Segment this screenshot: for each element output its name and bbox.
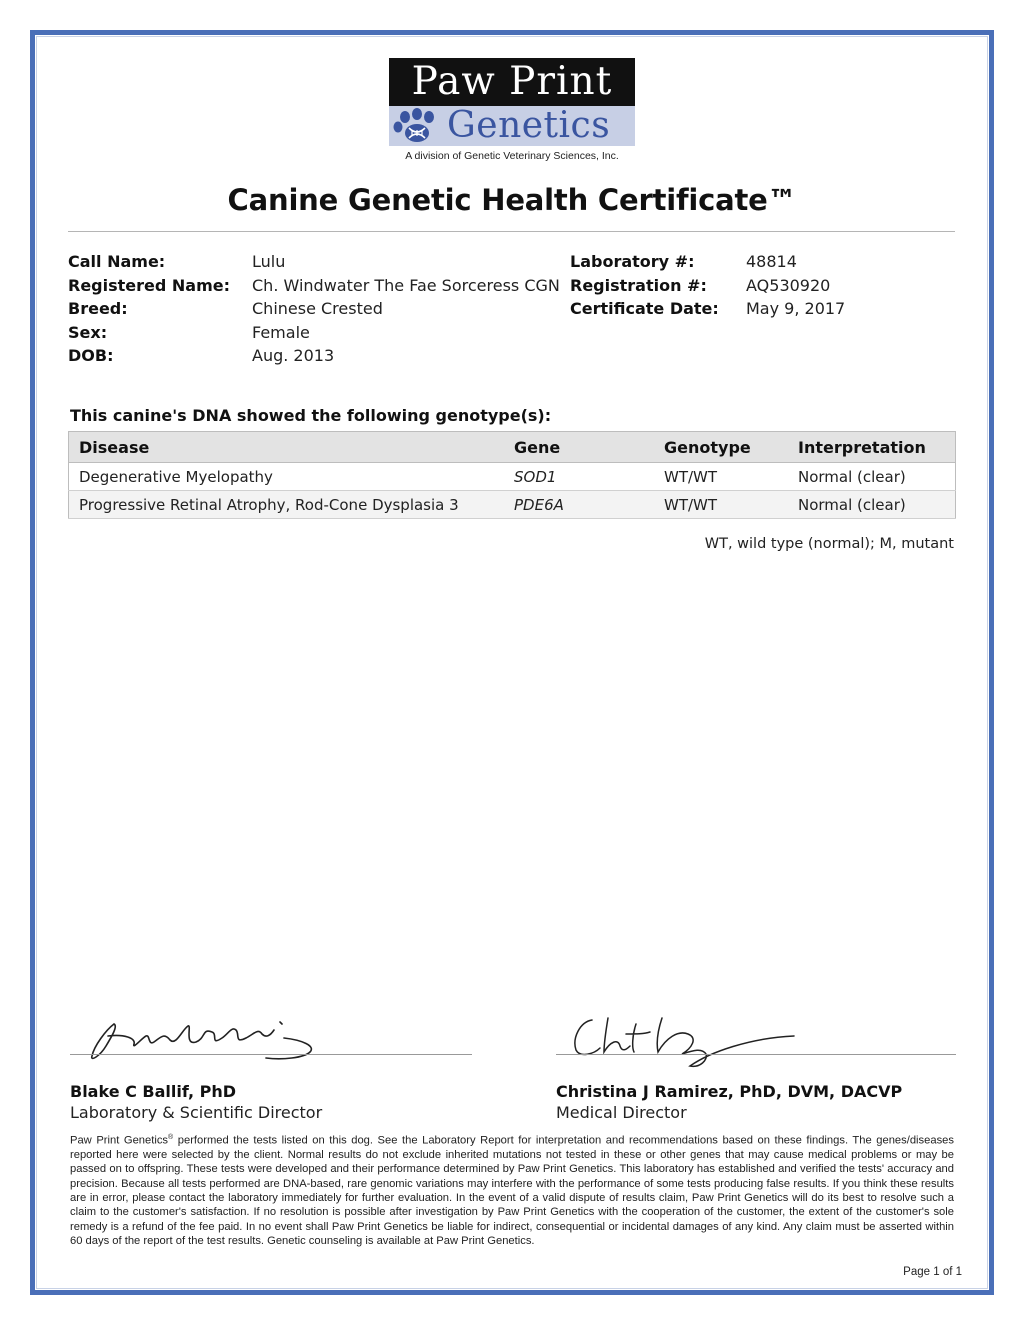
lab-info-values [746, 250, 845, 321]
certificate-date-label: Certificate Date: [570, 299, 719, 318]
call-name-label: Call Name: [68, 252, 166, 271]
disclaimer-text: performed the tests listed on this dog. See the Laboratory Report for interpretation and recommendations based on these findings. The genes/diseases reported here were selected by the client. Normal results do not exclude inherited mutations not tested in these or other genes that may cause medical problems or may be passed on to offspring. These tests were developed and their performance determined by Paw Print Genetics. This laboratory has established and verified the tests' accuracy and precision. Because all tests performed are DNA-based, rare genomic variations may interfere with the performance of some tests producing false results. If you think these results are in error, please contact the laboratory immediately for further evaluation. In the event of a valid dispute of results claim, Paw Print Genetics will do its best to resolve such a claim to the customer's satisfaction. If no resolution is possible after investigation by Paw Print Genetics with the cooperation of the customer, the extent of the customer's sole remedy is a refund of the fee paid. In no event shall Paw Print Genetics be liable for indirect, consequential or incidental damages of any kind. Any claim must be asserted within 60 days of the report of the test results. Genetic counseling is available at Paw Print Genetics. [70, 1134, 954, 1247]
lab-info-labels [570, 250, 719, 321]
sex-label: Sex: [68, 322, 108, 342]
disease-cell: Degenerative Myelopathy [69, 463, 505, 491]
registration-label: Registration #: [570, 275, 707, 295]
disclaimer-brand: Paw Print Genetics [70, 1134, 169, 1147]
laboratory-label: Laboratory #: [570, 252, 695, 271]
genotype-heading: This canine's DNA showed the following genotype(s): [70, 406, 552, 425]
laboratory-value: 48814 [746, 252, 797, 271]
dog-info-values [252, 250, 560, 368]
sex-value: Female [252, 322, 310, 342]
signer-name-right: Christina J Ramirez, PhD, DVM, DACVP [556, 1082, 903, 1101]
interpretation-cell: Normal (clear) [788, 463, 956, 491]
signer-title-left: Laboratory & Scientific Director [70, 1103, 323, 1122]
genotype-legend-note: WT, wild type (normal); M, mutant [704, 536, 954, 552]
signature-line-right [556, 1054, 956, 1055]
dob-label: DOB: [68, 346, 114, 365]
signer-name-left: Blake C Ballif, PhD [70, 1082, 236, 1101]
registration-value: AQ530920 [746, 275, 831, 295]
certificate-date-value: May 9, 2017 [746, 299, 846, 318]
header-genotype: Genotype [654, 432, 788, 463]
genotype-cell: WT/WT [654, 491, 788, 519]
logo-division-text: A division of Genetic Veterinary Sciences, Inc. [405, 150, 619, 162]
gene-cell: PDE6A [504, 491, 654, 519]
breed-label: Breed: [68, 299, 128, 318]
registered-name-label: Registered Name: [68, 275, 231, 295]
dog-info-labels [68, 250, 230, 368]
header-disease: Disease [69, 432, 505, 463]
interpretation-cell: Normal (clear) [788, 491, 956, 519]
table-header-row [69, 432, 956, 463]
table-row [69, 491, 956, 519]
signature-ramirez [570, 1012, 810, 1072]
dob-value: Aug. 2013 [252, 346, 335, 365]
legal-disclaimer [70, 1131, 954, 1248]
registered-mark: ® [168, 1134, 174, 1141]
breed-value: Chinese Crested [252, 299, 383, 318]
call-name-value: Lulu [252, 252, 286, 271]
logo-bottom-text: Genetics [447, 105, 611, 146]
genotype-cell: WT/WT [654, 463, 788, 491]
company-logo [389, 58, 635, 162]
header-interpretation: Interpretation [788, 432, 956, 463]
genotype-table [68, 431, 956, 519]
header-gene: Gene [504, 432, 654, 463]
logo-top-text: Paw Print [389, 58, 635, 106]
signature-ballif [84, 1016, 324, 1064]
signer-title-right: Medical Director [556, 1103, 687, 1122]
disease-cell: Progressive Retinal Atrophy, Rod-Cone Dysplasia 3 [69, 491, 505, 519]
registered-name-value: Ch. Windwater The Fae Sorceress CGN [252, 275, 560, 295]
certificate-title: Canine Genetic Health Certificate™ [227, 183, 797, 217]
header-divider [68, 231, 955, 232]
gene-cell: SOD1 [504, 463, 654, 491]
table-row [69, 463, 956, 491]
paw-dna-icon [389, 106, 445, 146]
page-number: Page 1 of 1 [903, 1266, 962, 1278]
signature-line-left [70, 1054, 472, 1055]
